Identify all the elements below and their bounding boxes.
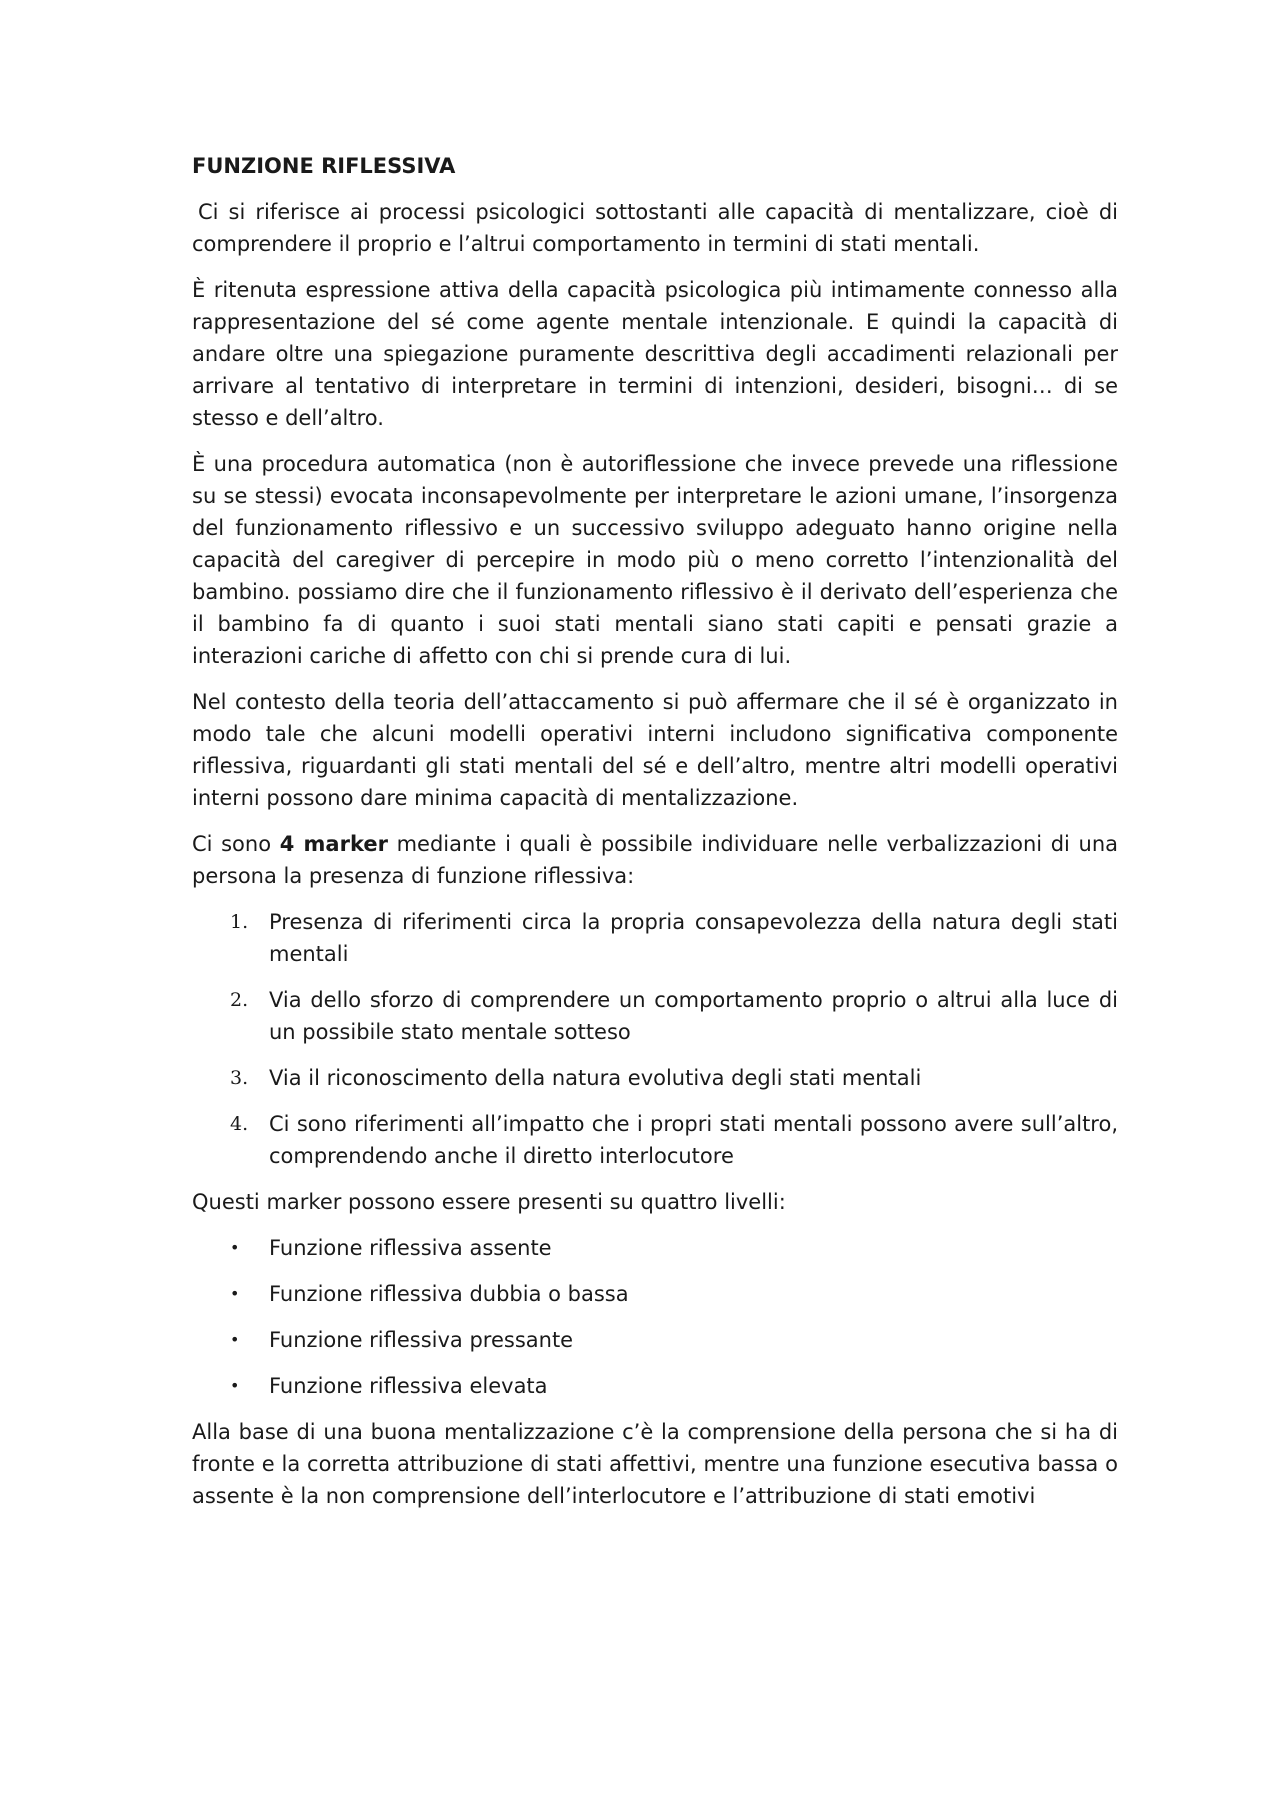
list-item-text: Funzione riflessiva pressante xyxy=(269,1328,574,1352)
list-item xyxy=(192,1062,1118,1094)
bullet-icon: • xyxy=(230,1330,240,1349)
list-item xyxy=(192,906,1118,970)
list-item-text: Via dello sforzo di comprendere un comportamento proprio o altrui alla luce di un possibile stato mentale sotteso xyxy=(269,988,1118,1044)
list-item xyxy=(192,1324,1118,1356)
paragraph-expression: È ritenuta espressione attiva della capacità psicologica più intimamente connesso alla rappresentazione del sé come agente mentale intenzionale. E quindi la capacità di andare oltre una spiegazione puramente descrittiva degli accadimenti relazionali per arrivare al tentativo di interpretare in termini di intenzioni, desideri, bisogni… di se stesso e dell’altro. xyxy=(192,278,1118,430)
paragraph-levels-intro: Questi marker possono essere presenti su quattro livelli: xyxy=(192,1190,786,1214)
list-item-text: Funzione riflessiva dubbia o bassa xyxy=(269,1282,629,1306)
markers-intro-bold: 4 marker xyxy=(279,832,388,856)
list-item-text: Funzione riflessiva elevata xyxy=(269,1374,548,1398)
bullet-icon: • xyxy=(230,1284,240,1303)
bullet-icon: • xyxy=(230,1238,240,1257)
paragraph-procedure: È una procedura automatica (non è autoriflessione che invece prevede una riflessione su se stessi) evocata inconsapevolmente per interpretare le azioni umane, l’insorgenza del funzionamento riflessivo e un successivo sviluppo adeguato hanno origine nella capacità del caregiver di percepire in modo più o meno corretto l’intenzionalità del bambino. possiamo dire che il funzionamento riflessivo è il derivato dell’esperienza che il bambino fa di quanto i suoi stati mentali siano stati capiti e pensati grazie a interazioni cariche di affetto con chi si prende cura di lui. xyxy=(192,452,1118,668)
list-item xyxy=(192,1232,1118,1264)
list-item-text: Presenza di riferimenti circa la propria consapevolezza della natura degli stati mentali xyxy=(269,910,1118,966)
list-item-text: Via il riconoscimento della natura evolutiva degli stati mentali xyxy=(269,1066,922,1090)
list-item-number: 2. xyxy=(230,989,249,1011)
bullet-icon: • xyxy=(230,1376,240,1395)
paragraph-closing: Alla base di una buona mentalizzazione c’è la comprensione della persona che si ha di fronte e la corretta attribuzione di stati affettivi, mentre una funzione esecutiva bassa o assente è la non comprensione dell’interlocutore e l’attribuzione di stati emotivi xyxy=(192,1420,1118,1508)
list-item-text: Funzione riflessiva assente xyxy=(269,1236,552,1260)
list-item-number: 1. xyxy=(230,911,249,933)
list-item-number: 4. xyxy=(230,1113,249,1135)
document-title: FUNZIONE RIFLESSIVA xyxy=(192,154,456,178)
markers-list xyxy=(192,906,1118,1172)
levels-list xyxy=(192,1232,1118,1402)
paragraph-definition: Ci si riferisce ai processi psicologici sottostanti alle capacità di mentalizzare, cioè di comprendere il proprio e l’altrui comportamento in termini di stati mentali. xyxy=(192,200,1118,256)
markers-intro-before: Ci sono xyxy=(192,832,280,856)
list-item xyxy=(192,1278,1118,1310)
list-item xyxy=(192,1108,1118,1172)
paragraph-markers-intro xyxy=(192,828,1118,892)
paragraph-attachment: Nel contesto della teoria dell’attaccamento si può affermare che il sé è organizzato in modo tale che alcuni modelli operativi interni includono significativa componente riflessiva, riguardanti gli stati mentali del sé e dell’altro, mentre altri modelli operativi interni possono dare minima capacità di mentalizzazione. xyxy=(192,690,1118,810)
document-page xyxy=(192,150,1118,1512)
list-item xyxy=(192,1370,1118,1402)
list-item xyxy=(192,984,1118,1048)
markers-intro-after: mediante i quali è possibile individuare nelle verbalizzazioni di una persona la presenza di funzione riflessiva: xyxy=(192,832,1118,888)
list-item-number: 3. xyxy=(230,1067,249,1089)
list-item-text: Ci sono riferimenti all’impatto che i propri stati mentali possono avere sull’altro, comprendendo anche il diretto interlocutore xyxy=(269,1112,1118,1168)
